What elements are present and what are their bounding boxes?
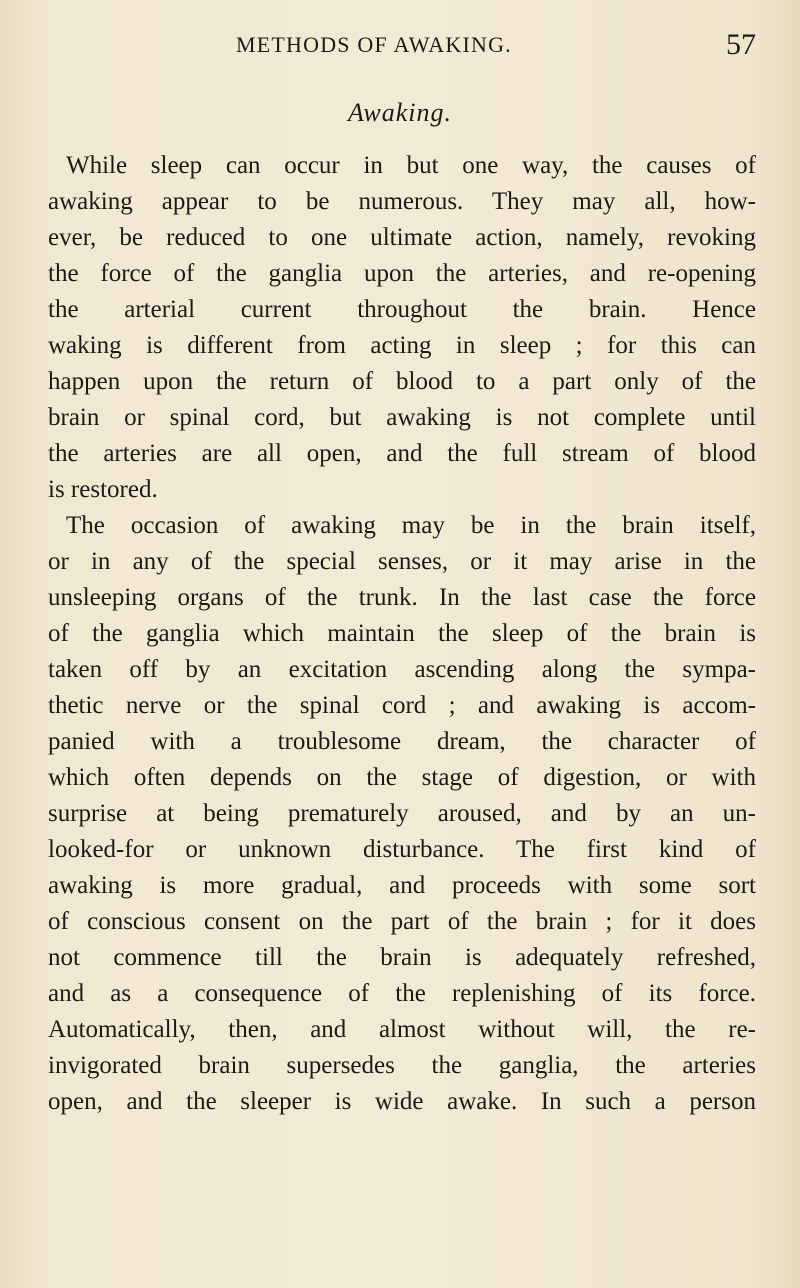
text-line: is restored.: [48, 476, 158, 503]
paragraph-1: [48, 148, 756, 508]
text-line: waking is different from acting in sleep ; for this can: [48, 332, 756, 359]
text-line: or in any of the special senses, or it may arise in the: [48, 548, 756, 575]
text-line: invigorated brain supersedes the ganglia, the arteries: [48, 1052, 756, 1079]
text-line: panied with a troublesome dream, the character of: [48, 728, 756, 755]
section-title: Awaking.: [347, 98, 453, 127]
text-line: which often depends on the stage of digestion, or with: [48, 764, 756, 791]
body-text: [48, 148, 756, 1120]
paragraph-2: [48, 508, 756, 1120]
text-line: happen upon the return of blood to a part only of the: [48, 368, 756, 395]
text-line: the arteries are all open, and the full stream of blood: [48, 440, 756, 467]
running-title: METHODS OF AWAKING.: [236, 32, 512, 57]
text-line: the arterial current throughout the brain. Hence: [48, 296, 756, 323]
text-line: awaking is more gradual, and proceeds with some sort: [48, 872, 756, 899]
text-line: thetic nerve or the spinal cord ; and awaking is accom-: [48, 692, 756, 719]
text-line: unsleeping organs of the trunk. In the last case the force: [48, 584, 756, 611]
text-line: not commence till the brain is adequately refreshed,: [48, 944, 756, 971]
text-line: and as a consequence of the replenishing of its force.: [48, 980, 756, 1007]
text-line: of the ganglia which maintain the sleep of the brain is: [48, 620, 756, 647]
text-line: While sleep can occur in but one way, the causes of: [66, 152, 756, 179]
text-line: The occasion of awaking may be in the brain itself,: [66, 512, 756, 539]
text-line: the force of the ganglia upon the arteries, and re-opening: [48, 260, 756, 287]
page-number: 57: [726, 28, 756, 61]
text-line: ever, be reduced to one ultimate action, namely, revoking: [48, 224, 756, 251]
text-line: open, and the sleeper is wide awake. In such a person: [48, 1088, 756, 1115]
text-line: Automatically, then, and almost without will, the re-: [48, 1016, 756, 1043]
running-head: [236, 28, 756, 62]
text-line: brain or spinal cord, but awaking is not complete until: [48, 404, 756, 431]
text-line: awaking appear to be numerous. They may all, how-: [48, 188, 756, 215]
text-line: taken off by an excitation ascending along the sympa-: [48, 656, 756, 683]
text-line: of conscious consent on the part of the brain ; for it does: [48, 908, 756, 935]
text-line: surprise at being prematurely aroused, and by an un-: [48, 800, 756, 827]
text-line: looked-for or unknown disturbance. The first kind of: [48, 836, 756, 863]
